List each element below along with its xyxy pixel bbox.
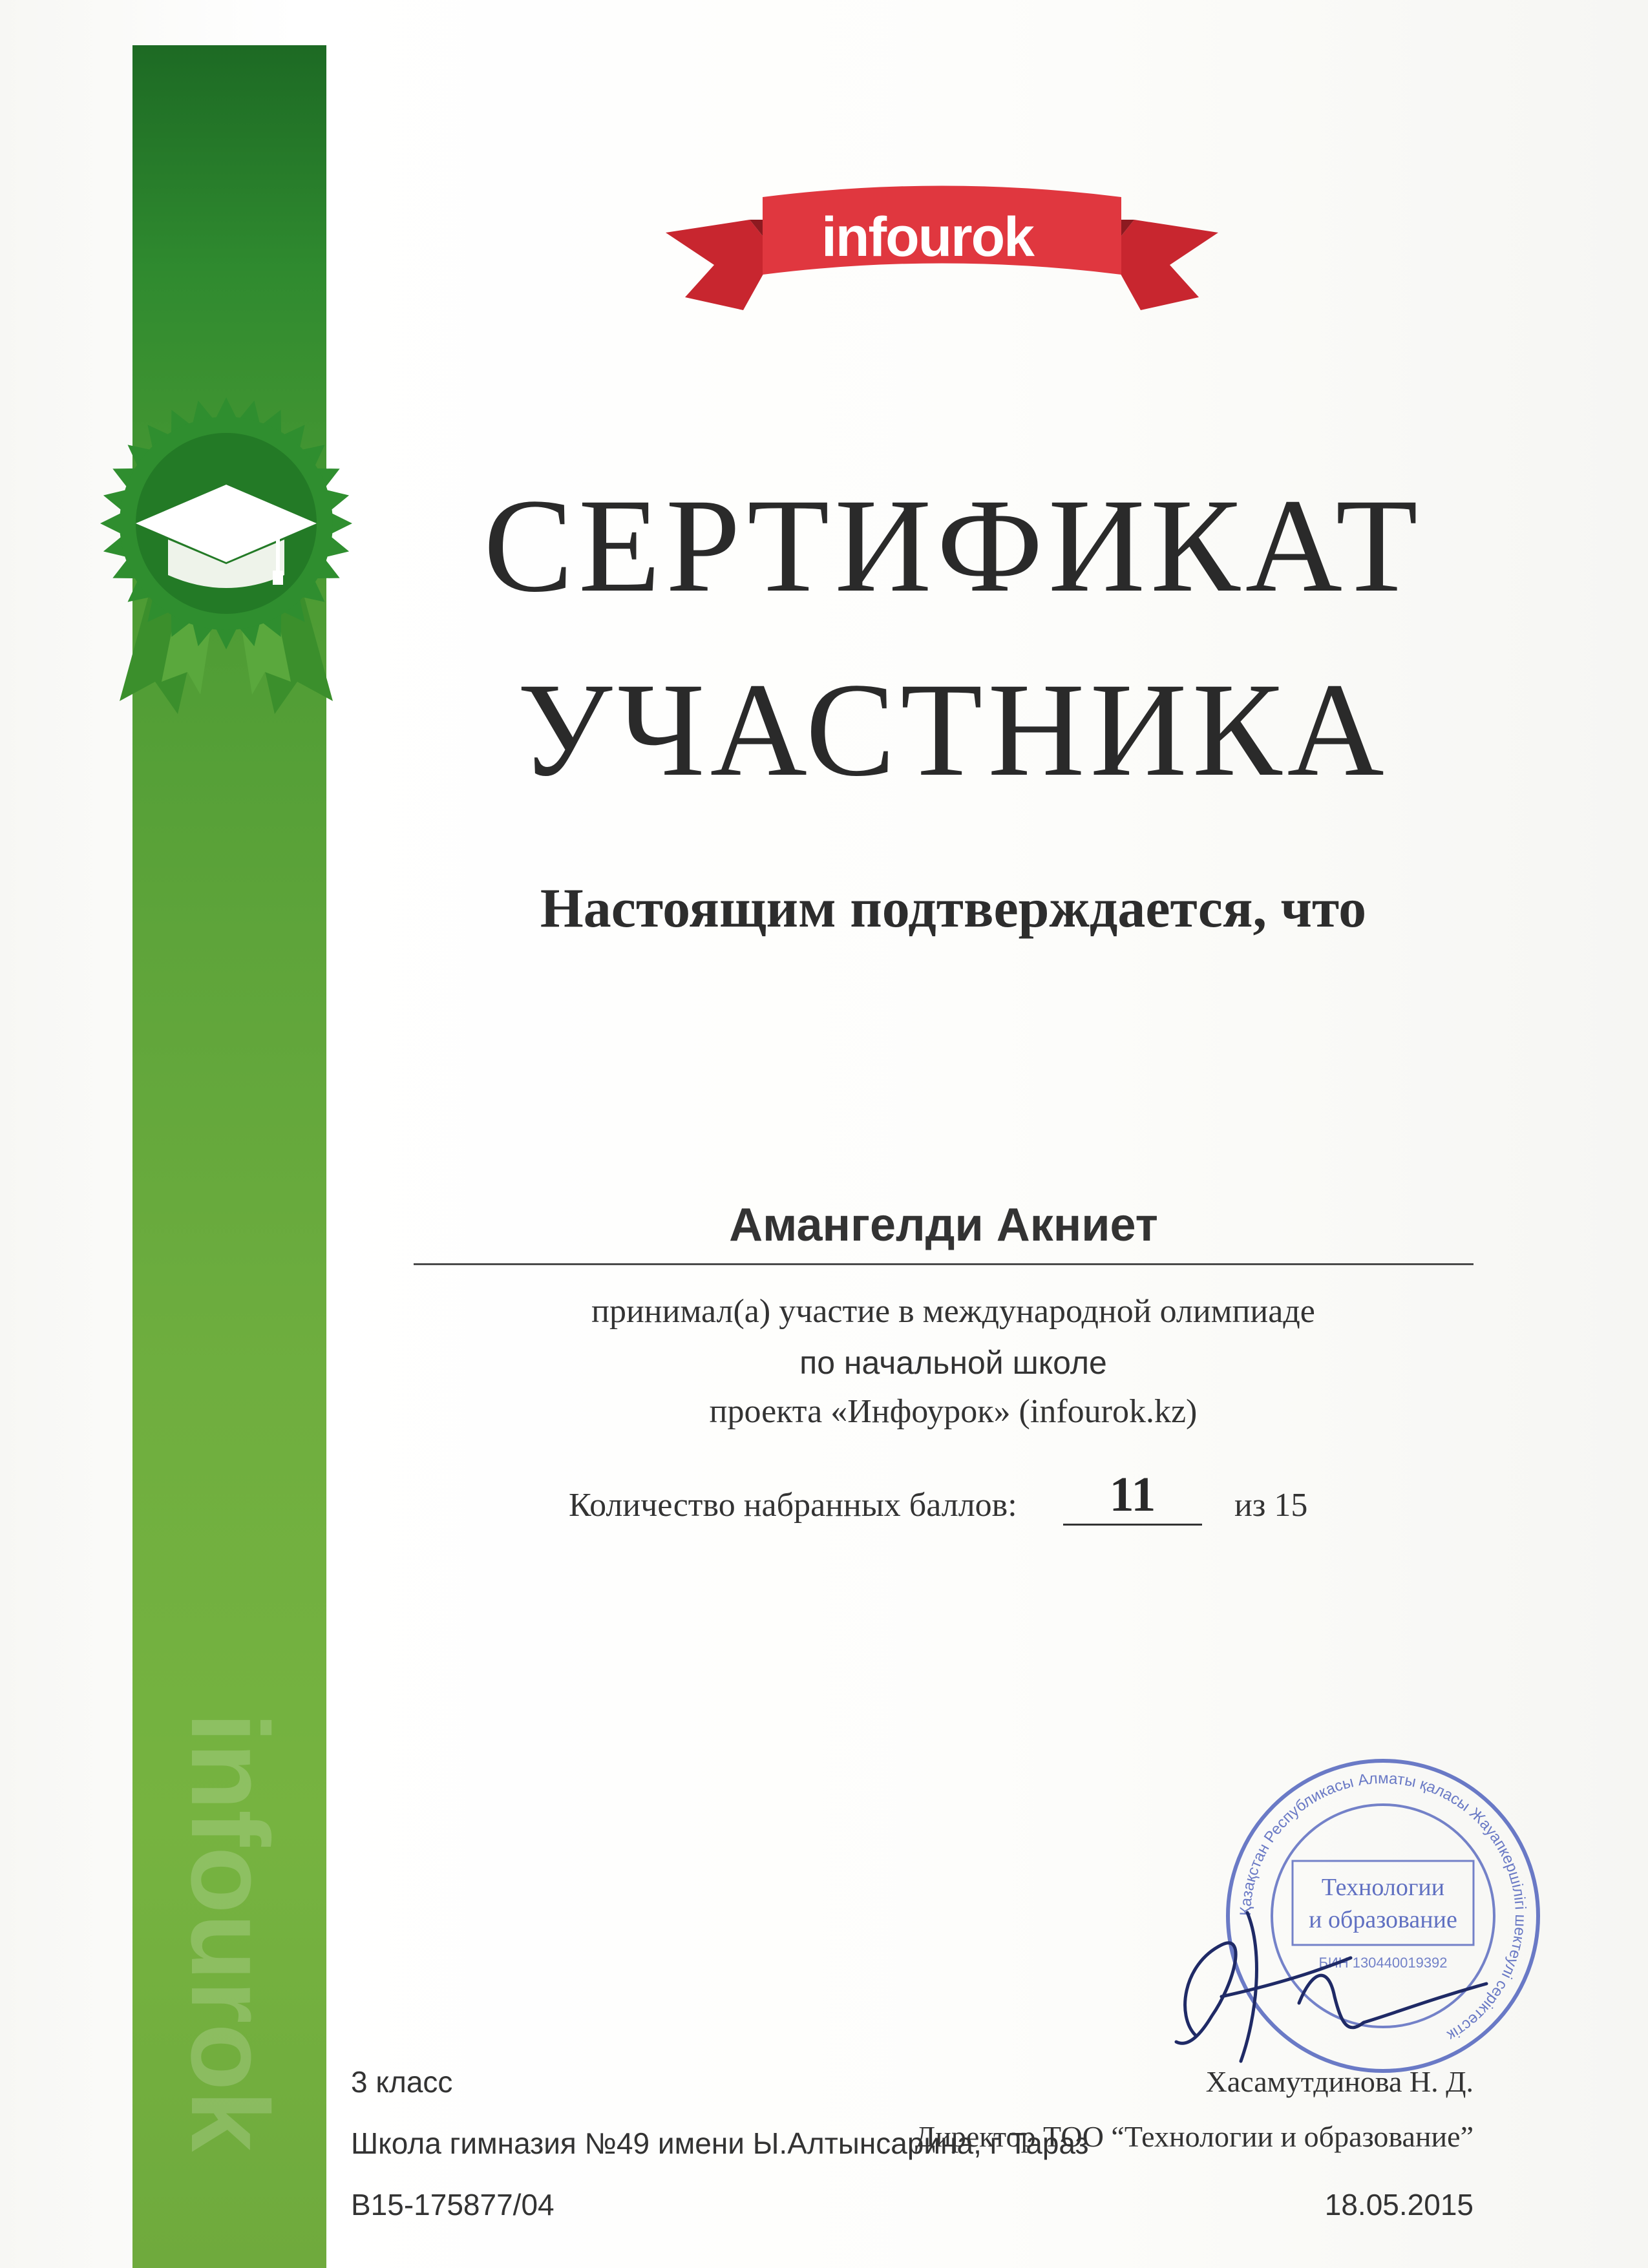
director-name: Хасамутдинова Н. Д. (1205, 2065, 1474, 2098)
score-total: из 15 (1234, 1487, 1308, 1524)
grade-text: 3 класс (351, 2065, 453, 2099)
score-label: Количество набранных баллов: (569, 1487, 1017, 1524)
score-value: 11 (1109, 1467, 1156, 1522)
certificate-date: 18.05.2015 (1324, 2188, 1474, 2221)
stamp-inner-text-2: и образование (1309, 1906, 1457, 1933)
certificate-title: СЕРТИФИКАТ (483, 471, 1423, 620)
score-underline (1063, 1524, 1202, 1526)
stamp-registration: БИН 130440019392 (1318, 1955, 1448, 1971)
olympiad-subject: по начальной школе (799, 1345, 1107, 1381)
participation-text: принимал(а) участие в международной олимпиаде (591, 1293, 1315, 1330)
recipient-name: Амангелди Акниет (729, 1199, 1158, 1251)
band-watermark: infourok (168, 1712, 291, 2152)
infourok-logo: infourok (821, 206, 1033, 268)
stamp-inner-text-1: Технологии (1321, 1874, 1445, 1901)
director-signature (1150, 1874, 1499, 2087)
certificate-code: B15-175877/04 (351, 2188, 555, 2221)
certificate-subtitle: УЧАСТНИКА (517, 655, 1389, 804)
school-text: Школа гимназия №49 имени Ы.Алтынсарина, г Тараз (351, 2126, 1089, 2160)
project-text: проекта «Инфоурок» (infourok.kz) (709, 1393, 1198, 1430)
graduation-cap-seal-icon (84, 378, 368, 740)
score-row (562, 1467, 1402, 1538)
stamp-outer-text: Қазақстан Республикасы Алматы қаласы Жауапкершілігі шектеулі серіктестік (1236, 1769, 1530, 2044)
director-title: Директор ТОО “Технологии и образование” (914, 2120, 1474, 2153)
name-underline (414, 1263, 1474, 1265)
confirmation-text: Настоящим подтверждается, что (540, 877, 1367, 939)
